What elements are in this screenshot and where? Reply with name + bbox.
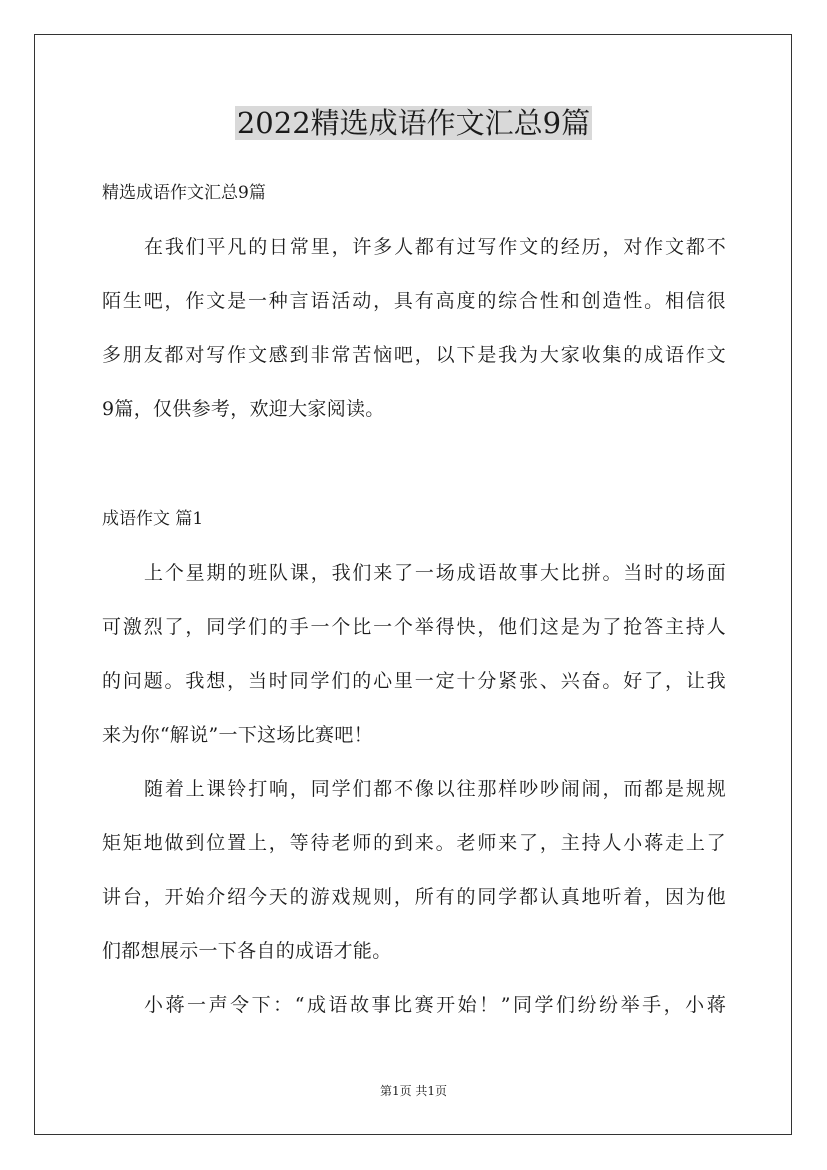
intro-paragraph bbox=[102, 220, 726, 436]
paragraph-line: 来为你“解说”一下这场比赛吧！ bbox=[102, 724, 373, 746]
page-footer: 第1页 共1页 bbox=[379, 1084, 448, 1098]
intro-line: 多朋友都对写作文感到非常苦恼吧，以下是我为大家收集的成语作文 bbox=[102, 344, 726, 366]
paragraph-line: 矩矩地做到位置上，等待老师的到来。老师来了，主持人小蒋走上了 bbox=[102, 832, 726, 854]
paragraph-line: 上个星期的班队课，我们来了一场成语故事大比拼。当时的场面 bbox=[144, 562, 726, 584]
section1-paragraph-1 bbox=[102, 546, 726, 762]
document-title-text: 2022精选成语作文汇总9篇 bbox=[236, 106, 591, 140]
paragraph-line: 的问题。我想，当时同学们的心里一定十分紧张、兴奋。好了，让我 bbox=[102, 670, 726, 692]
paragraph-line: 随着上课铃打响，同学们都不像以往那样吵吵闹闹，而都是规规 bbox=[144, 778, 726, 800]
section-heading: 成语作文 篇1 bbox=[102, 509, 204, 529]
intro-line: 陌生吧，作文是一种言语活动，具有高度的综合性和创造性。相信很 bbox=[102, 290, 726, 312]
paragraph-line: 讲台，开始介绍今天的游戏规则，所有的同学都认真地听着，因为他 bbox=[102, 886, 726, 908]
intro-line: 在我们平凡的日常里，许多人都有过写作文的经历，对作文都不 bbox=[144, 236, 726, 258]
section1-paragraph-2 bbox=[102, 762, 726, 978]
paragraph-line: 可激烈了，同学们的手一个比一个举得快，他们这是为了抢答主持人 bbox=[102, 616, 726, 638]
paragraph-line: 们都想展示一下各自的成语才能。 bbox=[102, 940, 392, 962]
section1-paragraph-3 bbox=[102, 978, 726, 1032]
document-subtitle: 精选成语作文汇总9篇 bbox=[102, 183, 266, 203]
paragraph-line: 小蒋一声令下：“成语故事比赛开始！”同学们纷纷举手，小蒋 bbox=[144, 994, 726, 1016]
document-title bbox=[0, 103, 827, 143]
intro-line: 9篇，仅供参考，欢迎大家阅读。 bbox=[102, 398, 385, 420]
